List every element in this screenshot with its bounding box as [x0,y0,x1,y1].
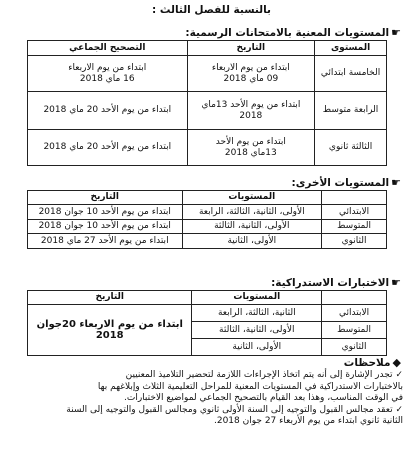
section-other-levels-heading: ☛المستويات الأخرى: [291,176,401,189]
diagnostic-tests-table [27,290,387,356]
col-header: المستويات [182,191,322,205]
checkmark-icon: ✓ [395,370,403,380]
pointer-icon: ☛ [391,276,401,289]
section-official-exams-heading: ☛المستويات المعنية بالامتحانات الرسمية: [185,26,401,39]
note-item: ✓ تعقد مجالس القبول والتوجيه إلى السنة الأولى ثانوي ومجالس القبول والتوجيه إلى السنة [66,404,403,415]
official-exams-table [27,40,387,166]
col-header: التاريخ [187,41,315,56]
chapter-title: بالنسبة للفصل الثالث : [152,4,271,16]
table-row: الثانوي الأولى، الثانية ابتداء من يوم الأحد 27 ماي 2018 [28,234,387,249]
table-row: الخامسة ابتدائي ابتداء من يوم الاربعاء 09 ماي 2018 ابتداء من يوم الاربعاء 16 ماي 2018 [28,56,387,92]
section-diagnostic-heading: ☛الاختبارات الاستدراكية: [271,276,401,289]
pointer-icon: ☛ [391,176,401,189]
notes-body: ✓ تجدر الإشارة إلى أنه يتم اتخاذ الإجراءات اللازمة لتحضير التلاميذ المعنيين بالاختبارات الاستدراكية في المستويات المعنية للمراحل التعليمية الثلاث وإبلاغهم بها في الوقت المناسب، وهذا بعد القيام بالتصحيح الجماعي لمواضيع الاختبارات. ✓ تعقد مجالس القبول والتوجيه إلى السنة الأولى ثانوي ومجالس القبول والتوجيه إلى السنة الثانية ثانوي ابتداء من يوم الأربعاء 27 جوان 2018. [11,370,403,428]
col-header: المستوى [315,41,387,56]
other-levels-table [27,190,387,249]
bullet-icon: ◆ [392,356,401,369]
table-row: الابتدائي الثانية، الثالثة، الرابعة ابتداء من يوم الاربعاء 20جوان 2018 [28,305,387,322]
col-header: التاريخ [28,291,192,305]
table-row: الثالثة ثانوي ابتداء من يوم الأحد 13ماي 2018 ابتداء من يوم الأحد 20 ماي 2018 [28,130,387,166]
table-row: الرابعة متوسط ابتداء من يوم الأحد 13ماي 2018 ابتداء من يوم الأحد 20 ماي 2018 [28,92,387,130]
table-row: المتوسط الأولى، الثانية، الثالثة [28,322,387,339]
table-row: الابتدائي الأولى، الثانية، الثالثة، الرابعة ابتداء من يوم الأحد 10 جوان 2018 [28,205,387,220]
col-header: المستويات [192,291,322,305]
table-row: الثانوي الأولى، الثانية [28,339,387,356]
col-header: التصحيح الجماعي [28,41,188,56]
pointer-icon: ☛ [391,26,401,39]
col-header: التاريخ [28,191,183,205]
diagnostic-date: ابتداء من يوم الاربعاء 20جوان 2018 [28,305,192,356]
checkmark-icon: ✓ [395,404,403,415]
notes-heading: ◆ملاحظات [343,356,401,369]
table-row: المتوسط الأولى، الثانية، الثالثة ابتداء من يوم الأحد 10 جوان 2018 [28,220,387,234]
note-item: ✓ تجدر الإشارة إلى أنه يتم اتخاذ الإجراءات اللازمة لتحضير التلاميذ المعنيين [125,370,403,380]
